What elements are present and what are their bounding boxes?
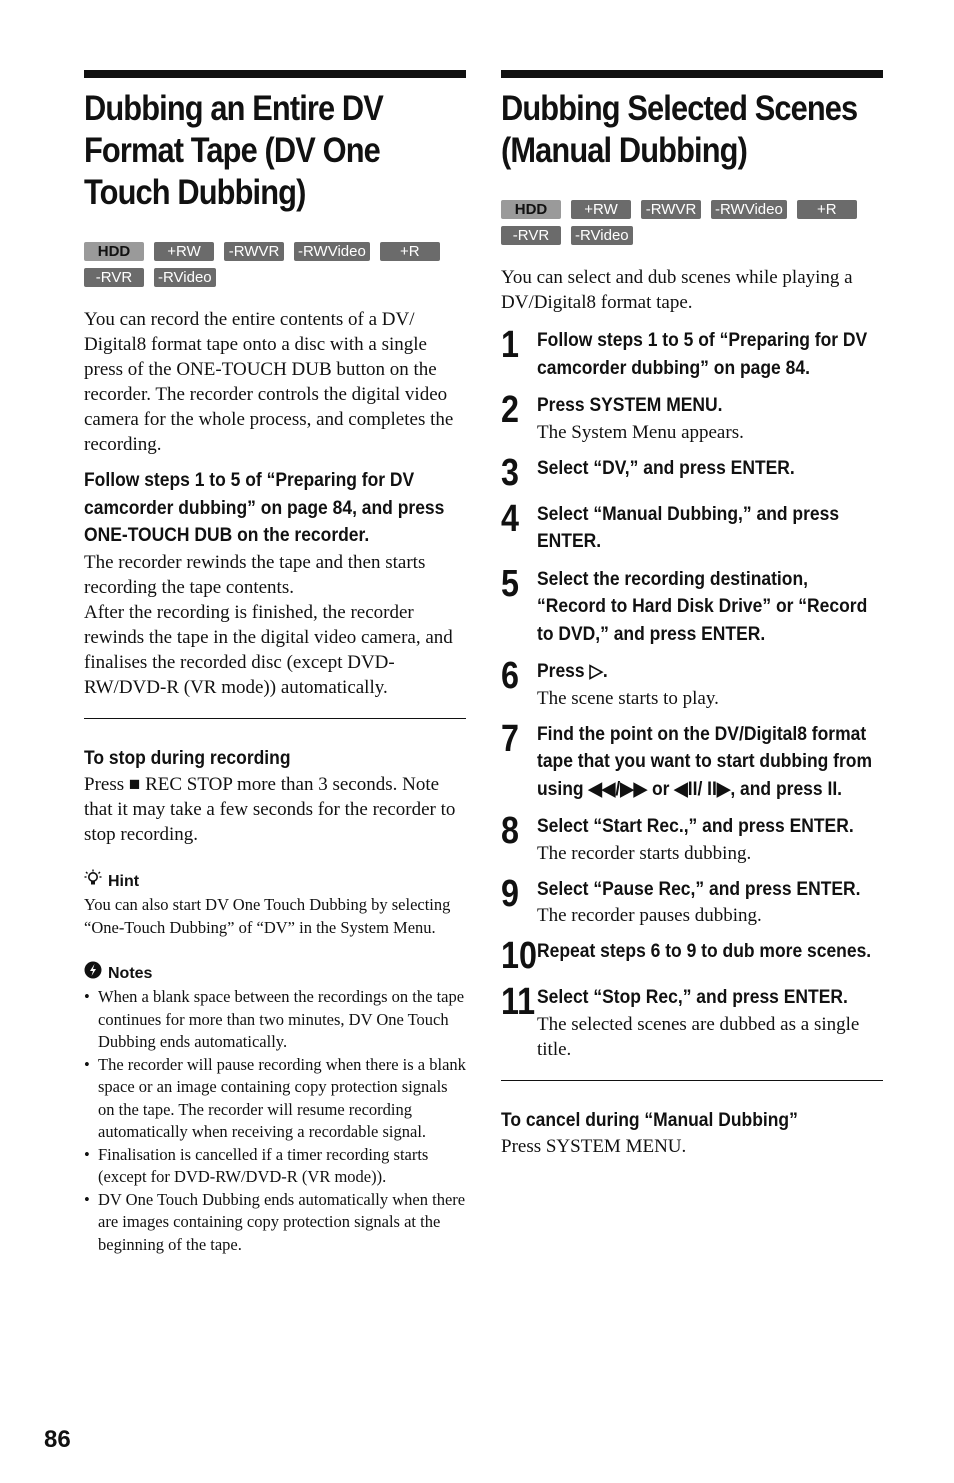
badge-r-video: -RVideo — [154, 268, 216, 287]
step-title: Press ▷. — [537, 661, 608, 682]
step-title: Repeat steps 6 to 9 to dub more scenes. — [537, 941, 872, 962]
badge-hdd: HDD — [84, 242, 144, 261]
step-desc: The System Menu appears. — [537, 421, 744, 443]
badge-rw-video: -RWVideo — [711, 200, 787, 219]
page-number: 86 — [44, 1426, 71, 1453]
step-desc: The recorder pauses dubbing. — [537, 905, 762, 926]
step-7 — [501, 717, 883, 804]
step-11 — [501, 981, 883, 1062]
right-column — [501, 70, 883, 1159]
section-divider — [501, 1080, 883, 1081]
right-intro: You can select and dub scenes while playing a DV/Digital8 format tape. — [501, 267, 853, 313]
stop-body: Press ■ REC STOP more than 3 seconds. Note that it may take a few seconds for the recorder to stop recording. — [84, 774, 456, 845]
left-title: Dubbing an Entire DV Format Tape (DV One Touch Dubbing) — [84, 89, 383, 212]
step-desc: The recorder starts dubbing. — [537, 842, 752, 864]
step-title: Select “Stop Rec,” and press ENTER. — [537, 987, 848, 1008]
notes-list — [84, 986, 466, 1256]
step-title: Find the point on the DV/Digital8 format tape that you want to start dubbing from using ◀◀/▶▶ or ◀II/ II▶, and press II. — [537, 723, 873, 800]
note-item: • The recorder will pause recording when there is a blank space or an image containing copy protection signals on the tape. The recorder will resume recording automatically when receiving a recordable signal. — [84, 1054, 466, 1144]
hint-label: Hint — [108, 872, 140, 890]
badge-plus-r: +R — [380, 242, 440, 261]
title-rule — [501, 70, 883, 78]
badge-rw-video: -RWVideo — [294, 242, 370, 261]
step-number: 7 — [501, 717, 519, 760]
step-2 — [501, 389, 883, 445]
step-number: 2 — [501, 389, 519, 431]
step-number: 11 — [501, 981, 536, 1023]
step-desc: The selected scenes are dubbed as a single title. — [537, 1013, 860, 1060]
right-title: Dubbing Selected Scenes (Manual Dubbing) — [501, 89, 858, 170]
left-format-badges — [84, 242, 444, 287]
left-column — [84, 70, 466, 1256]
step-3 — [501, 451, 883, 494]
step-title: Select “Manual Dubbing,” and press ENTER. — [537, 503, 840, 552]
stop-heading: To stop during recording — [84, 747, 291, 769]
step-title: Press SYSTEM MENU. — [537, 395, 723, 416]
step-9 — [501, 872, 883, 929]
step-title: Select “Pause Rec,” and press ENTER. — [537, 878, 861, 900]
badge-hdd: HDD — [501, 200, 561, 219]
section-divider — [84, 718, 466, 719]
note-item: • When a blank space between the recordings on the tape continues for more than two minutes, DV One Touch Dubbing ends automatically. — [84, 986, 466, 1054]
step-number: 10 — [501, 935, 537, 977]
step-5 — [501, 562, 883, 649]
badge-plus-rw: +RW — [154, 242, 214, 261]
step-number: 3 — [501, 451, 519, 494]
step-number: 8 — [501, 810, 519, 852]
step-number: 5 — [501, 562, 519, 605]
note-item: • Finalisation is cancelled if a timer recording starts (except for DVD-RW/DVD-R (VR mode)). — [84, 1144, 466, 1189]
step-title: Select the recording destination, “Record to Hard Disk Drive” or “Record to DVD,” and press ENTER. — [537, 568, 868, 645]
step-4 — [501, 497, 883, 556]
lightbulb-icon — [84, 869, 102, 894]
step-10 — [501, 935, 883, 977]
step-8 — [501, 810, 883, 866]
badge-rw-vr: -RWVR — [641, 200, 701, 219]
step-title: Select “Start Rec.,” and press ENTER. — [537, 816, 854, 837]
right-format-badges — [501, 200, 861, 245]
note-item: • DV One Touch Dubbing ends automatically when there are images containing copy protection signals at the beginning of the tape. — [84, 1189, 466, 1257]
left-step-heading: Follow steps 1 to 5 of “Preparing for DV camcorder dubbing” on page 84, and press ONE-TOUCH DUB on the recorder. — [84, 470, 445, 546]
notes-label: Notes — [108, 964, 153, 982]
left-step-body-1: The recorder rewinds the tape and then starts recording the tape contents. — [84, 551, 426, 598]
badge-plus-r: +R — [797, 200, 857, 219]
notes-header — [84, 961, 466, 986]
cancel-heading: To cancel during “Manual Dubbing” — [501, 1109, 798, 1131]
step-title: Follow steps 1 to 5 of “Preparing for DV camcorder dubbing” on page 84. — [537, 330, 868, 379]
title-rule — [84, 70, 466, 78]
left-step-body-2: After the recording is finished, the recorder rewinds the tape in the digital video camera, and finalises the recorded disc (except DVD-RW/DVD-R (VR mode)) automatically. — [84, 601, 453, 698]
cancel-body: Press SYSTEM MENU. — [501, 1136, 687, 1157]
step-title: Select “DV,” and press ENTER. — [537, 457, 795, 479]
badge-r-video: -RVideo — [571, 226, 633, 245]
step-desc: The scene starts to play. — [537, 687, 719, 709]
badge-rw-vr: -RWVR — [224, 242, 284, 261]
step-number: 4 — [501, 497, 519, 540]
hint-body: You can also start DV One Touch Dubbing by selecting “One-Touch Dubbing” of “DV” in the System Menu. — [84, 895, 451, 937]
badge-r-vr: -RVR — [84, 268, 144, 287]
step-1 — [501, 324, 883, 382]
warning-icon — [84, 961, 102, 986]
badge-plus-rw: +RW — [571, 200, 631, 219]
step-6 — [501, 655, 883, 711]
badge-r-vr: -RVR — [501, 226, 561, 245]
step-number: 9 — [501, 872, 519, 915]
step-number: 6 — [501, 655, 519, 697]
step-number: 1 — [501, 324, 519, 366]
hint-header — [84, 869, 466, 894]
left-intro: You can record the entire contents of a DV/ Digital8 format tape onto a disc with a single press of the ONE-TOUCH DUB button on the recorder. The recorder controls the digital video camera for the whole process, and completes the recording. — [84, 309, 454, 455]
